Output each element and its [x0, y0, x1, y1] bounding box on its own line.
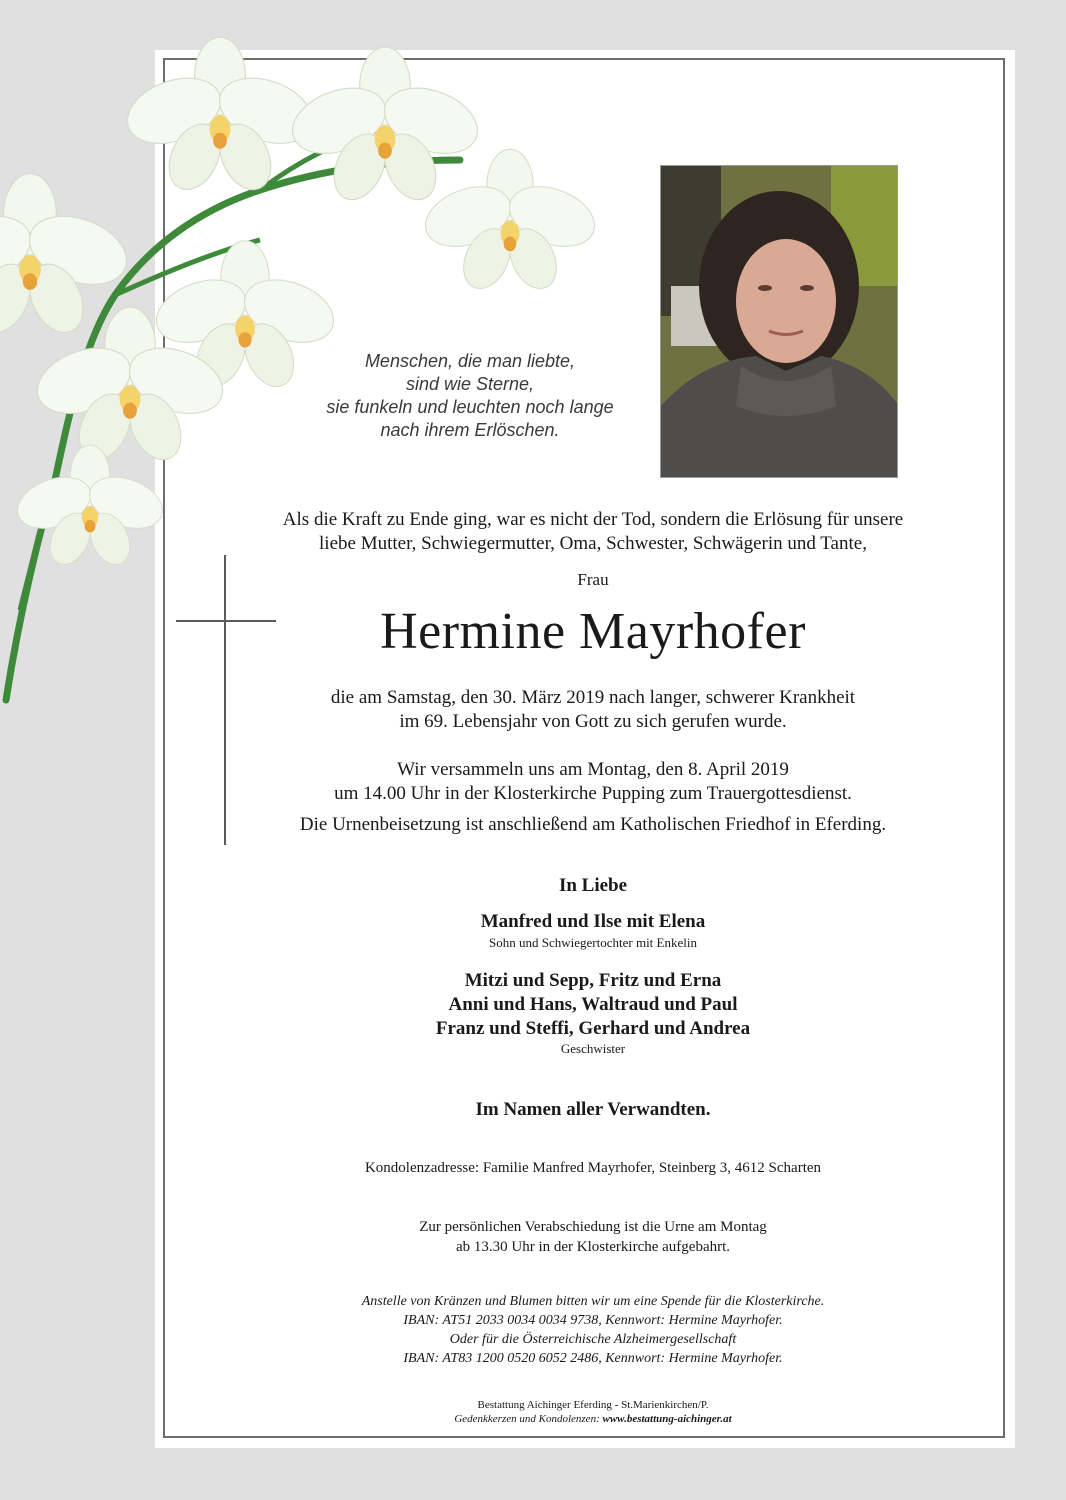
- viewing-info: [163, 1217, 1023, 1257]
- donation-line: Oder für die Österreichische Alzheimergesellschaft: [449, 1332, 737, 1347]
- service-line: um 14.00 Uhr in der Klosterkirche Pupping zum Trauergottesdienst.: [334, 783, 852, 804]
- donation-line: Anstelle von Kränzen und Blumen bitten wir um eine Spende für die Klosterkirche.: [361, 1294, 825, 1309]
- honorific: Frau: [577, 570, 609, 589]
- mourners-group-1: Manfred und Ilse mit Elena: [480, 911, 706, 932]
- service-line: Wir versammeln uns am Montag, den 8. April 2019: [397, 759, 789, 780]
- intro-text: [163, 508, 1023, 556]
- mourners-line: Franz und Steffi, Gerhard und Andrea: [435, 1018, 751, 1039]
- deceased-name: Hermine Mayrhofer: [380, 603, 806, 660]
- quote-line: nach ihrem Erlöschen.: [380, 420, 560, 440]
- closing-line: Im Namen aller Verwandten.: [475, 1099, 711, 1120]
- viewing-line: ab 13.30 Uhr in der Klosterkirche aufgebahrt.: [455, 1239, 731, 1255]
- intro-line: liebe Mutter, Schwiegermutter, Oma, Schwester, Schwägerin und Tante,: [319, 533, 867, 554]
- mourners-group-1-relation: Sohn und Schwiegertochter mit Enkelin: [489, 935, 697, 950]
- service-info: [163, 758, 1023, 806]
- mourners-group-2: [163, 969, 1023, 1041]
- viewing-line: Zur persönlichen Verabschiedung ist die Urne am Montag: [419, 1219, 767, 1235]
- quote-line: Menschen, die man liebte,: [364, 351, 576, 371]
- donation-info: [163, 1292, 1023, 1368]
- memorial-quote: [290, 350, 650, 442]
- funeral-home-link[interactable]: www.bestattung-aichinger.at: [602, 1413, 732, 1425]
- death-notice: [163, 686, 1023, 734]
- urn-burial-info: Die Urnenbeisetzung ist anschließend am Katholischen Friedhof in Eferding.: [299, 814, 887, 835]
- portrait-photo: [660, 165, 898, 478]
- footer-note: [163, 1412, 1023, 1426]
- death-line: im 69. Lebensjahr von Gott zu sich gerufen wurde.: [399, 711, 787, 732]
- condolence-address: Kondolenzadresse: Familie Manfred Mayrhofer, Steinberg 3, 4612 Scharten: [364, 1160, 822, 1176]
- funeral-home-name: Bestattung Aichinger Eferding - St.Marienkirchen/P.: [477, 1399, 709, 1411]
- donation-line: IBAN: AT51 2033 0034 0034 9738, Kennwort: Hermine Mayrhofer.: [403, 1313, 783, 1328]
- mourners-line: Mitzi und Sepp, Fritz und Erna: [464, 970, 722, 991]
- donation-line: IBAN: AT83 1200 0520 6052 2486, Kennwort: Hermine Mayrhofer.: [403, 1351, 783, 1366]
- mourners-group-2-relation: Geschwister: [560, 1041, 626, 1056]
- quote-line: sie funkeln und leuchten noch lange: [326, 397, 614, 417]
- quote-line: sind wie Sterne,: [405, 374, 535, 394]
- mourners-heading: In Liebe: [558, 875, 628, 896]
- death-line: die am Samstag, den 30. März 2019 nach langer, schwerer Krankheit: [330, 687, 856, 708]
- funeral-home-footer: [163, 1398, 1023, 1426]
- mourners-line: Anni und Hans, Waltraud und Paul: [448, 994, 738, 1015]
- intro-line: Als die Kraft zu Ende ging, war es nicht der Tod, sondern die Erlösung für unsere: [282, 509, 904, 530]
- footer-note-label: Gedenkkerzen und Kondolenzen:: [454, 1413, 600, 1425]
